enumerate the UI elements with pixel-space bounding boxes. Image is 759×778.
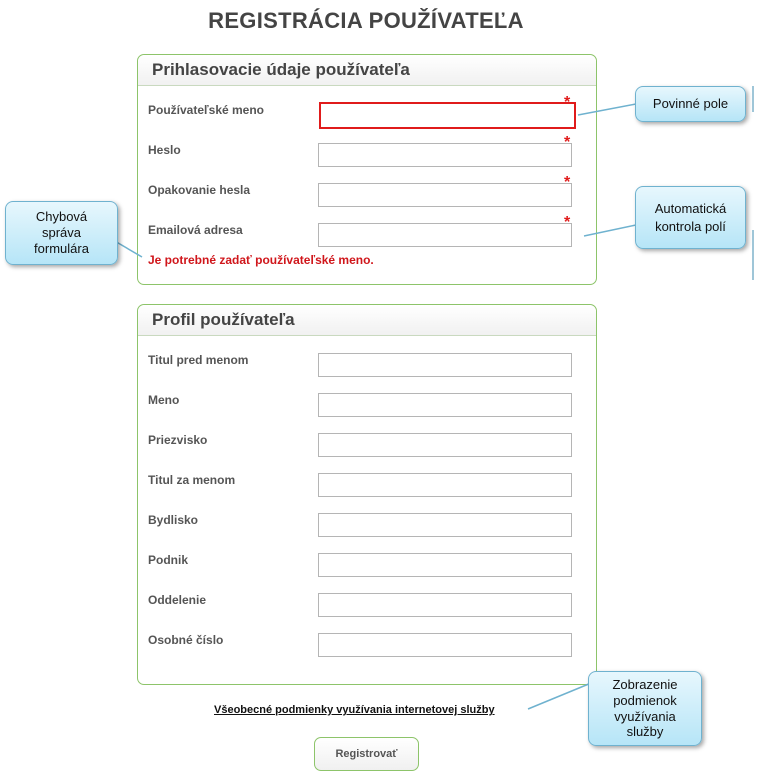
callout-required-text: Povinné pole: [652, 96, 729, 112]
user-profile-panel: [137, 304, 597, 685]
residence-input[interactable]: [318, 513, 572, 537]
last-name-row: [138, 433, 596, 459]
residence-row: [138, 513, 596, 539]
department-label: Oddelenie: [148, 593, 207, 607]
edge-mark-top: [752, 86, 754, 112]
title-before-input[interactable]: [318, 353, 572, 377]
callout-terms-line2: podmienok: [613, 692, 677, 708]
password-input[interactable]: [318, 143, 572, 167]
username-label: Používateľské meno: [148, 103, 264, 117]
personal-number-label: Osobné číslo: [148, 633, 224, 647]
first-name-row: [138, 393, 596, 419]
password-label: Heslo: [148, 143, 181, 157]
company-row: [138, 553, 596, 579]
password-repeat-label: Opakovanie hesla: [148, 183, 251, 197]
callout-terms-display: [588, 671, 702, 746]
callout-terms-line3: využívania: [614, 708, 676, 724]
residence-label: Bydlisko: [148, 513, 199, 527]
title-after-label: Titul za menom: [148, 473, 236, 487]
username-row: [138, 94, 596, 129]
title-before-label: Titul pred menom: [148, 353, 249, 367]
callout-error-line3: formulára: [34, 241, 89, 257]
callout-terms-line4: služby: [626, 724, 664, 740]
form-error-message: Je potrebné zadať používateľské meno.: [148, 253, 374, 267]
login-credentials-panel: [137, 54, 597, 285]
callout-terms-line1: Zobrazenie: [612, 677, 678, 693]
callout-error-line1: Chybová: [35, 208, 88, 224]
password-repeat-row: [138, 174, 596, 209]
required-marker: *: [564, 214, 571, 231]
department-row: [138, 593, 596, 619]
callout-validation-line2: kontrola polí: [655, 218, 726, 234]
first-name-label: Meno: [148, 393, 180, 407]
terms-of-service-link[interactable]: Všeobecné podmienky využívania internetovej služby: [214, 704, 495, 716]
edge-mark-middle: [752, 230, 754, 280]
password-repeat-input[interactable]: [318, 183, 572, 207]
profile-panel-header: Profil používateľa: [138, 305, 596, 336]
first-name-input[interactable]: [318, 393, 572, 417]
callout-form-error: [5, 201, 118, 265]
required-marker: *: [564, 174, 571, 191]
register-button[interactable]: Registrovať: [314, 737, 419, 771]
required-marker: *: [564, 94, 571, 111]
department-input[interactable]: [318, 593, 572, 617]
leader-terms: [528, 681, 596, 709]
username-input[interactable]: [319, 102, 576, 129]
callout-auto-validation: [635, 186, 746, 249]
last-name-input[interactable]: [318, 433, 572, 457]
callout-required-field: [635, 86, 746, 122]
title-after-input[interactable]: [318, 473, 572, 497]
callout-error-line2: správa: [41, 224, 82, 240]
title-after-row: [138, 473, 596, 499]
password-row: [138, 134, 596, 169]
company-input[interactable]: [318, 553, 572, 577]
personal-number-input[interactable]: [318, 633, 572, 657]
personal-number-row: [138, 633, 596, 659]
email-input[interactable]: [318, 223, 572, 247]
email-row: [138, 214, 596, 249]
required-marker: *: [564, 134, 571, 151]
company-label: Podnik: [148, 553, 189, 567]
title-before-row: [138, 353, 596, 379]
login-panel-header: Prihlasovacie údaje používateľa: [138, 55, 596, 86]
callout-validation-line1: Automatická: [654, 200, 727, 216]
email-label: Emailová adresa: [148, 223, 243, 237]
last-name-label: Priezvisko: [148, 433, 208, 447]
page-title: REGISTRÁCIA POUŽÍVATEĽA: [208, 8, 524, 33]
